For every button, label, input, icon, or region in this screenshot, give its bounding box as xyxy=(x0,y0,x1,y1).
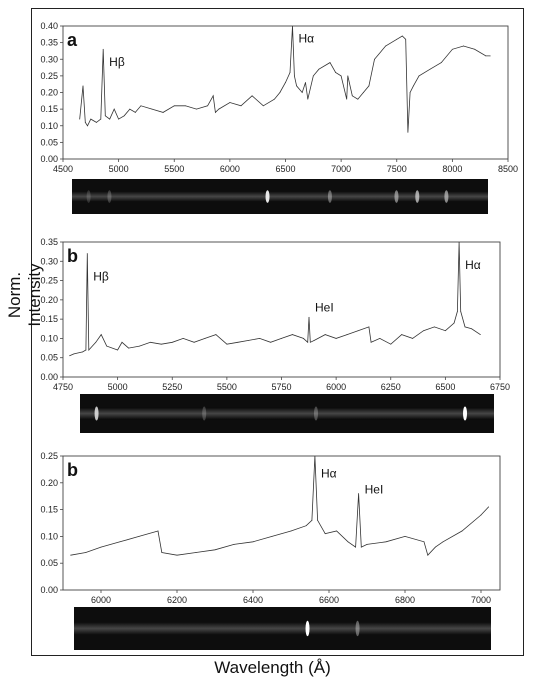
data-point xyxy=(346,99,347,100)
data-point xyxy=(296,85,297,86)
spectrum-trace xyxy=(74,622,491,635)
data-point xyxy=(272,536,273,537)
emission-spot xyxy=(328,190,332,203)
data-point xyxy=(441,62,442,63)
data-point xyxy=(150,342,151,343)
data-point xyxy=(357,99,358,100)
data-point xyxy=(215,112,216,113)
data-point xyxy=(196,552,197,553)
y-tick-label: 0.20 xyxy=(40,477,58,488)
data-point xyxy=(307,342,308,343)
emission-spot xyxy=(394,190,398,203)
data-point xyxy=(177,555,178,556)
x-tick-label: 6500 xyxy=(275,164,296,174)
data-point xyxy=(302,92,303,93)
data-point xyxy=(430,69,431,70)
panel-label: a xyxy=(67,30,78,50)
data-point xyxy=(463,46,464,47)
data-point xyxy=(325,334,326,335)
data-point xyxy=(88,350,89,351)
data-point xyxy=(252,95,253,96)
x-tick-label: 5000 xyxy=(108,164,129,174)
data-point xyxy=(135,112,136,113)
x-axis-label: Wavelength (Å) xyxy=(214,658,331,677)
x-tick-label: 8000 xyxy=(442,164,463,174)
y-tick-label: 0.40 xyxy=(40,21,58,31)
data-point xyxy=(86,350,87,351)
data-point xyxy=(313,75,314,76)
data-point xyxy=(85,552,86,553)
data-point xyxy=(82,352,83,353)
data-point xyxy=(274,99,275,100)
data-point xyxy=(280,92,281,93)
spectrum-trace xyxy=(80,408,494,420)
data-point xyxy=(205,338,206,339)
data-point xyxy=(291,531,292,532)
x-tick-label: 5500 xyxy=(164,164,185,174)
x-tick-label: 7500 xyxy=(386,164,407,174)
data-point xyxy=(363,92,364,93)
x-tick-label: 6500 xyxy=(435,382,456,392)
y-tick-label: 0.15 xyxy=(40,104,58,115)
data-point xyxy=(87,253,88,254)
data-point xyxy=(374,59,375,60)
x-tick-label: 6400 xyxy=(242,595,264,605)
x-tick-label: 6250 xyxy=(380,382,401,392)
data-point xyxy=(101,547,102,548)
data-point xyxy=(74,353,75,354)
data-point xyxy=(454,323,455,324)
data-point xyxy=(419,75,420,76)
line-annotation: Hβ xyxy=(93,269,109,284)
y-tick-label: 0.15 xyxy=(40,314,58,325)
y-tick-label: 0.20 xyxy=(40,87,58,98)
data-point xyxy=(196,109,197,110)
data-point xyxy=(423,330,424,331)
data-point xyxy=(124,115,125,116)
line-annotation: Hα xyxy=(320,466,337,481)
data-point xyxy=(330,62,331,63)
data-point xyxy=(87,125,88,126)
y-tick-label: 0.35 xyxy=(40,237,58,247)
data-point xyxy=(412,338,413,339)
data-point xyxy=(361,547,362,548)
data-point xyxy=(435,547,436,548)
data-point xyxy=(103,49,104,50)
data-point xyxy=(405,536,406,537)
data-point xyxy=(347,75,348,76)
data-point xyxy=(452,49,453,50)
data-point xyxy=(317,520,318,521)
y-tick-label: 0.05 xyxy=(40,558,58,569)
data-point xyxy=(114,109,115,110)
data-point xyxy=(128,348,129,349)
data-point xyxy=(369,85,370,86)
y-tick-label: 0.00 xyxy=(40,154,58,164)
emission-spot xyxy=(107,190,111,203)
data-point xyxy=(385,46,386,47)
data-point xyxy=(413,85,414,86)
data-point xyxy=(216,334,217,335)
data-point xyxy=(314,340,315,341)
line-annotation: Hβ xyxy=(109,54,125,69)
x-tick-label: 5750 xyxy=(271,382,292,392)
data-point xyxy=(310,342,311,343)
x-tick-label: 6000 xyxy=(326,382,347,392)
panel-label: b xyxy=(67,246,78,266)
x-tick-label: 6600 xyxy=(318,595,340,605)
data-point xyxy=(294,75,295,76)
emission-spot xyxy=(306,621,310,636)
data-point xyxy=(117,350,118,351)
data-point xyxy=(348,541,349,542)
emission-spot xyxy=(444,190,448,203)
data-point xyxy=(457,311,458,312)
line-annotation: Hα xyxy=(465,258,481,272)
data-point xyxy=(139,346,140,347)
data-point xyxy=(237,342,238,343)
data-point xyxy=(109,119,110,120)
data-point xyxy=(336,531,337,532)
data-point xyxy=(341,75,342,76)
emission-spot xyxy=(314,406,318,420)
data-point xyxy=(172,342,173,343)
y-tick-label: 0.10 xyxy=(40,531,58,542)
data-point xyxy=(307,99,308,100)
data-point xyxy=(118,119,119,120)
data-point xyxy=(174,105,175,106)
data-point xyxy=(474,49,475,50)
data-point xyxy=(488,507,489,508)
data-point xyxy=(158,531,159,532)
data-point xyxy=(248,340,249,341)
data-point xyxy=(140,105,141,106)
y-tick-label: 0.35 xyxy=(40,37,58,48)
data-point xyxy=(371,342,372,343)
data-point xyxy=(253,541,254,542)
data-point xyxy=(427,555,428,556)
x-tick-label: 7000 xyxy=(470,595,492,605)
data-point xyxy=(358,493,359,494)
x-tick-label: 4500 xyxy=(52,164,74,174)
data-point xyxy=(318,69,319,70)
y-tick-label: 0.25 xyxy=(40,70,58,81)
data-point xyxy=(194,342,195,343)
x-tick-label: 6800 xyxy=(394,595,416,605)
x-tick-label: 6000 xyxy=(219,164,240,174)
data-point xyxy=(405,39,406,40)
data-point xyxy=(259,338,260,339)
data-point xyxy=(120,541,121,542)
data-point xyxy=(185,105,186,106)
data-point xyxy=(369,326,370,327)
y-tick-label: 0.00 xyxy=(40,585,58,595)
chart-panel-1 xyxy=(40,21,518,214)
data-point xyxy=(101,334,102,335)
data-point xyxy=(465,326,466,327)
data-point xyxy=(241,105,242,106)
y-tick-label: 0.15 xyxy=(40,504,58,515)
emission-spot xyxy=(266,190,270,203)
data-point xyxy=(407,132,408,133)
plot-area xyxy=(63,242,500,377)
y-tick-label: 0.30 xyxy=(40,54,58,65)
x-tick-label: 5500 xyxy=(216,382,237,392)
data-point xyxy=(490,56,491,57)
data-point xyxy=(386,541,387,542)
data-point xyxy=(355,547,356,548)
y-axis-label: Norm. Intensity xyxy=(5,263,44,327)
data-point xyxy=(312,520,313,521)
y-tick-label: 0.30 xyxy=(40,256,58,267)
data-point xyxy=(367,544,368,545)
data-point xyxy=(460,311,461,312)
data-point xyxy=(335,72,336,73)
data-point xyxy=(122,342,123,343)
y-tick-label: 0.05 xyxy=(40,137,58,148)
data-point xyxy=(69,355,70,356)
data-point xyxy=(471,328,472,329)
line-annotation: Hα xyxy=(298,31,315,46)
data-point xyxy=(443,541,444,542)
x-tick-label: 7000 xyxy=(331,164,352,174)
data-point xyxy=(79,119,80,120)
emission-spot xyxy=(95,406,99,420)
data-point xyxy=(292,334,293,335)
x-tick-label: 6750 xyxy=(489,382,511,392)
y-tick-label: 0.25 xyxy=(40,451,58,461)
data-point xyxy=(106,346,107,347)
data-point xyxy=(139,536,140,537)
data-point xyxy=(96,122,97,123)
data-point xyxy=(305,82,306,83)
x-tick-label: 5000 xyxy=(107,382,128,392)
data-point xyxy=(358,330,359,331)
plot-area xyxy=(63,26,508,159)
y-tick-label: 0.25 xyxy=(40,275,58,286)
y-tick-label: 0.10 xyxy=(40,333,58,344)
data-point xyxy=(445,330,446,331)
data-point xyxy=(90,119,91,120)
data-point xyxy=(352,95,353,96)
emission-spot xyxy=(202,406,206,420)
data-point xyxy=(270,342,271,343)
emission-spot xyxy=(356,621,360,636)
data-point xyxy=(485,56,486,57)
data-point xyxy=(462,531,463,532)
y-tick-label: 0.20 xyxy=(40,294,58,305)
x-tick-label: 6000 xyxy=(90,595,112,605)
data-point xyxy=(424,541,425,542)
x-tick-label: 8500 xyxy=(497,164,519,174)
x-tick-label: 5250 xyxy=(162,382,183,392)
data-point xyxy=(83,85,84,86)
data-point xyxy=(70,555,71,556)
data-point xyxy=(218,109,219,110)
spectrum-trace xyxy=(72,191,488,202)
emission-spot xyxy=(463,406,467,420)
data-point xyxy=(402,36,403,37)
data-point xyxy=(481,515,482,516)
y-tick-label: 0.05 xyxy=(40,352,58,363)
data-point xyxy=(434,326,435,327)
x-tick-label: 6200 xyxy=(166,595,188,605)
line-annotation: HeI xyxy=(364,482,384,497)
data-point xyxy=(309,317,310,318)
data-point xyxy=(336,338,337,339)
data-point xyxy=(105,115,106,116)
data-point xyxy=(161,552,162,553)
panel-label: b xyxy=(67,460,78,480)
data-point xyxy=(215,549,216,550)
data-point xyxy=(379,338,380,339)
data-point xyxy=(285,82,286,83)
data-point xyxy=(95,342,96,343)
data-point xyxy=(263,105,264,106)
y-tick-label: 0.10 xyxy=(40,120,58,131)
data-point xyxy=(396,39,397,40)
emission-spot xyxy=(415,190,419,203)
data-point xyxy=(163,112,164,113)
data-point xyxy=(480,334,481,335)
data-point xyxy=(281,338,282,339)
chart-panel-3 xyxy=(40,451,500,650)
data-point xyxy=(325,533,326,534)
data-point xyxy=(207,105,208,106)
x-tick-label: 4750 xyxy=(52,382,74,392)
data-point xyxy=(290,72,291,73)
data-point xyxy=(401,334,402,335)
data-point xyxy=(347,334,348,335)
data-point xyxy=(152,109,153,110)
plot-area xyxy=(63,456,500,590)
data-point xyxy=(234,544,235,545)
data-point xyxy=(303,338,304,339)
data-point xyxy=(410,92,411,93)
data-point xyxy=(161,344,162,345)
data-point xyxy=(183,338,184,339)
emission-spot xyxy=(87,190,91,203)
data-point xyxy=(226,344,227,345)
data-point xyxy=(229,102,230,103)
data-point xyxy=(390,344,391,345)
y-tick-label: 0.00 xyxy=(40,372,58,382)
chart-panel-2 xyxy=(40,237,510,433)
line-annotation: HeI xyxy=(315,300,334,315)
data-point xyxy=(213,95,214,96)
data-point xyxy=(100,119,101,120)
data-point xyxy=(85,122,86,123)
data-point xyxy=(129,109,130,110)
data-point xyxy=(306,525,307,526)
